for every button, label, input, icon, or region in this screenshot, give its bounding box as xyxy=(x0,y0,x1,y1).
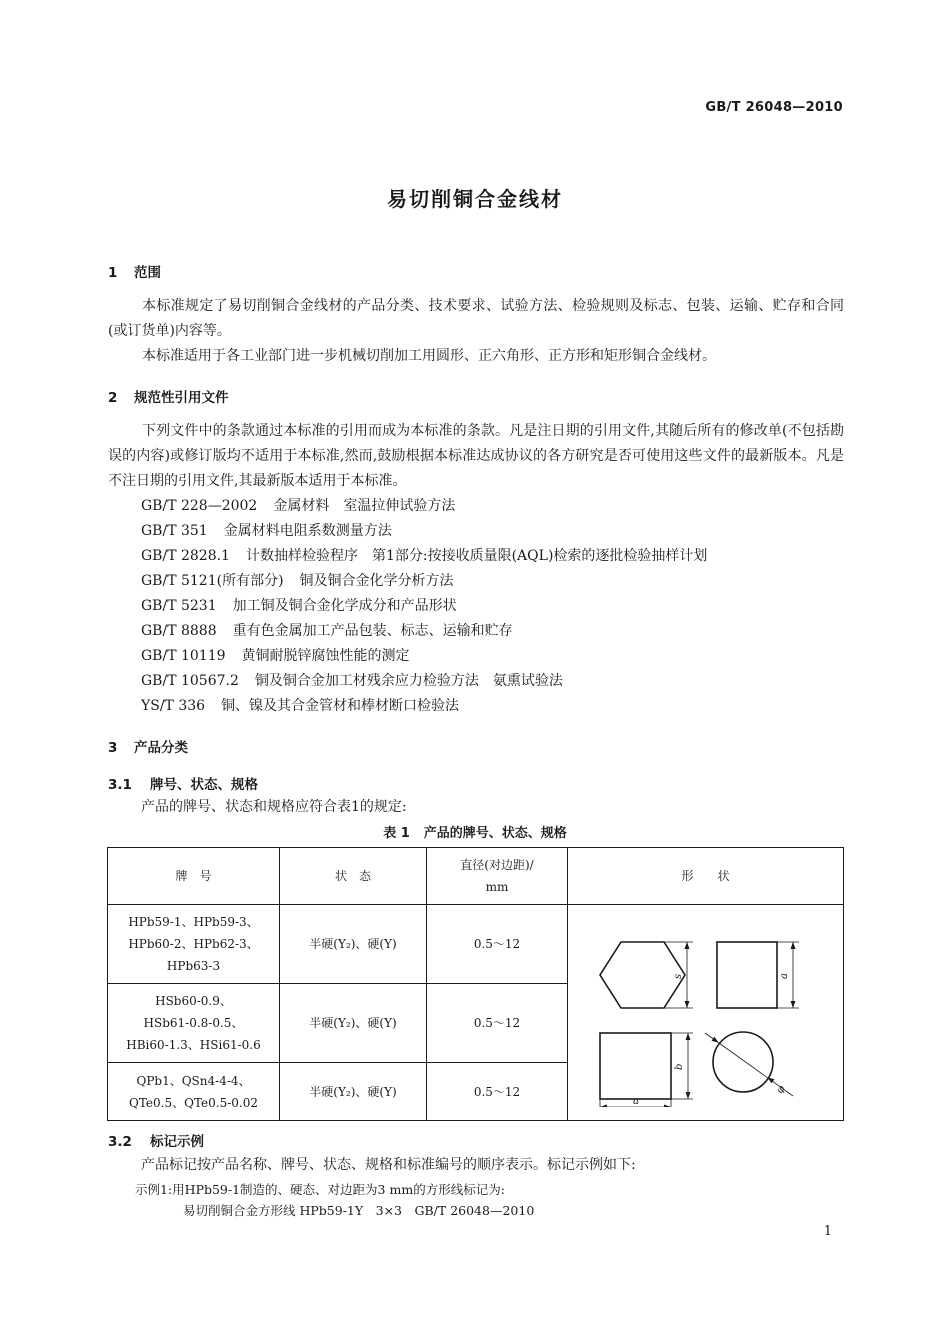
reference-title: 铜、镍及其合金管材和棒材断口检验法 xyxy=(221,698,460,714)
page-number: 1 xyxy=(823,1224,832,1239)
reference-code: GB/T 351 xyxy=(141,523,208,539)
hex-label-s: s xyxy=(672,973,684,979)
reference-item xyxy=(141,669,563,694)
header-shape: 形 状 xyxy=(568,848,844,905)
scope-paragraph-2: 本标准适用于各工业部门进一步机械切削加工用圆形、正六角形、正方形和矩形铜合金线材。 xyxy=(142,348,716,364)
grade-line: HBi60-1.3、HSi61-0.6 xyxy=(126,1038,261,1052)
reference-item xyxy=(141,694,459,719)
section-2-heading xyxy=(108,386,229,406)
section-number: 3.2 xyxy=(108,1134,132,1150)
grade-cell xyxy=(108,984,280,1063)
reference-title: 金属材料 室温拉伸试验方法 xyxy=(273,498,456,514)
table-reference-text: 产品的牌号、状态和规格应符合表1的规定: xyxy=(141,799,407,815)
marking-text: 产品标记按产品名称、牌号、状态、规格和标准编号的顺序表示。标记示例如下: xyxy=(141,1157,636,1173)
reference-code: GB/T 5121(所有部分) xyxy=(141,573,284,589)
reference-item xyxy=(141,619,513,644)
section-title: 标记示例 xyxy=(150,1134,204,1150)
reference-item xyxy=(141,544,707,569)
example-line-1: 示例1:用HPb59-1制造的、硬态、对边距为3 mm的方形线标记为: xyxy=(135,1182,505,1197)
state-cell: 半硬(Y₂)、硬(Y) xyxy=(280,984,427,1063)
grade-line: HPb60-2、HPb62-3、 xyxy=(128,937,259,951)
reference-code: YS/T 336 xyxy=(141,698,206,714)
square-shape xyxy=(717,942,777,1008)
reference-code: GB/T 8888 xyxy=(141,623,217,639)
header-diameter xyxy=(427,848,568,905)
grade-line: QTe0.5、QTe0.5-0.02 xyxy=(129,1095,258,1110)
section-number: 2 xyxy=(108,390,118,406)
example-line-2: 易切削铜合金方形线 HPb59-1Y 3×3 GB/T 26048—2010 xyxy=(183,1203,535,1218)
reference-title: 铜及铜合金加工材残余应力检验方法 氨熏试验法 xyxy=(254,673,563,689)
square-label-a: a xyxy=(778,973,790,979)
section-title: 牌号、状态、规格 xyxy=(150,777,258,793)
header-diameter-line-1: 直径(对边距)/ xyxy=(460,858,534,872)
shape-diagrams xyxy=(571,911,841,1107)
reference-code: GB/T 10119 xyxy=(141,648,226,664)
reference-item xyxy=(141,494,455,519)
diameter-cell: 0.5～12 xyxy=(427,984,568,1063)
circle-label-phi: φ xyxy=(773,1083,787,1096)
section-3-2-heading xyxy=(108,1130,204,1150)
reference-item xyxy=(141,569,454,594)
reference-item xyxy=(141,644,410,669)
table-caption-title: 产品的牌号、状态、规格 xyxy=(423,826,567,841)
normative-intro-paragraph: 下列文件中的条款通过本标准的引用而成为本标准的条款。凡是注日期的引用文件,其随后所有的修改单(不包括勘误的内容)或修订版均不适用于本标准,然而,鼓励根据本标准达成协议的各方研究是否可使用这些文件的最新版本。凡是不注日期的引用文件,其最新版本适用于本标准。 xyxy=(108,423,844,489)
table-caption-number: 表 1 xyxy=(383,826,410,841)
reference-title: 黄铜耐脱锌腐蚀性能的测定 xyxy=(241,648,410,664)
reference-code: GB/T 228—2002 xyxy=(141,498,258,514)
grade-cell xyxy=(108,905,280,984)
document-title: 易切削铜合金线材 xyxy=(387,187,563,211)
section-3-heading xyxy=(108,736,188,756)
circle-shape xyxy=(713,1032,773,1092)
section-3-1-heading xyxy=(108,773,258,793)
table-caption xyxy=(0,822,950,841)
reference-title: 加工铜及铜合金化学成分和产品形状 xyxy=(232,598,457,614)
rectangle-shape xyxy=(600,1033,671,1099)
grade-line: HPb59-1、HPb59-3、 xyxy=(128,915,259,929)
state-cell: 半硬(Y₂)、硬(Y) xyxy=(280,1063,427,1121)
reference-code: GB/T 2828.1 xyxy=(141,548,230,564)
reference-title: 计数抽样检验程序 第1部分:按接收质量限(AQL)检索的逐批检验抽样计划 xyxy=(245,548,708,564)
section-number: 3 xyxy=(108,740,118,756)
normative-intro xyxy=(108,419,844,494)
reference-item xyxy=(141,519,392,544)
reference-code: GB/T 5231 xyxy=(141,598,217,614)
header-diameter-line-2: mm xyxy=(485,880,509,894)
standard-code-header: GB/T 26048—2010 xyxy=(705,100,843,115)
grade-line: HSb60-0.9、 xyxy=(155,994,232,1008)
rect-label-b: b xyxy=(673,1063,685,1070)
section-number: 3.1 xyxy=(108,777,132,793)
section-title: 产品分类 xyxy=(134,740,188,756)
table-row xyxy=(108,905,844,984)
shape-cell xyxy=(568,905,844,1121)
section-number: 1 xyxy=(108,265,118,281)
grade-line: HPb63-3 xyxy=(166,959,221,973)
rect-label-a: a xyxy=(632,1096,639,1107)
spec-table xyxy=(107,847,844,1121)
header-state: 状 态 xyxy=(280,848,427,905)
reference-code: GB/T 10567.2 xyxy=(141,673,239,689)
table-header-row xyxy=(108,848,844,905)
scope-paragraph-1: 本标准规定了易切削铜合金线材的产品分类、技术要求、试验方法、检验规则及标志、包装、运输、贮存和合同(或订货单)内容等。 xyxy=(108,298,844,339)
grade-line: HSb61-0.8-0.5、 xyxy=(143,1016,244,1030)
reference-title: 重有色金属加工产品包装、标志、运输和贮存 xyxy=(232,623,513,639)
reference-title: 金属材料电阻系数测量方法 xyxy=(223,523,392,539)
scope-text xyxy=(108,294,844,369)
reference-item xyxy=(141,594,457,619)
diameter-cell: 0.5～12 xyxy=(427,905,568,984)
section-1-heading xyxy=(108,261,161,281)
grade-cell xyxy=(108,1063,280,1121)
diameter-cell: 0.5～12 xyxy=(427,1063,568,1121)
state-cell: 半硬(Y₂)、硬(Y) xyxy=(280,905,427,984)
section-title: 规范性引用文件 xyxy=(134,390,229,406)
section-title: 范围 xyxy=(134,265,161,281)
grade-line: QPb1、QSn4-4-4、 xyxy=(136,1073,251,1088)
header-grade: 牌 号 xyxy=(108,848,280,905)
reference-title: 铜及铜合金化学分析方法 xyxy=(299,573,454,589)
